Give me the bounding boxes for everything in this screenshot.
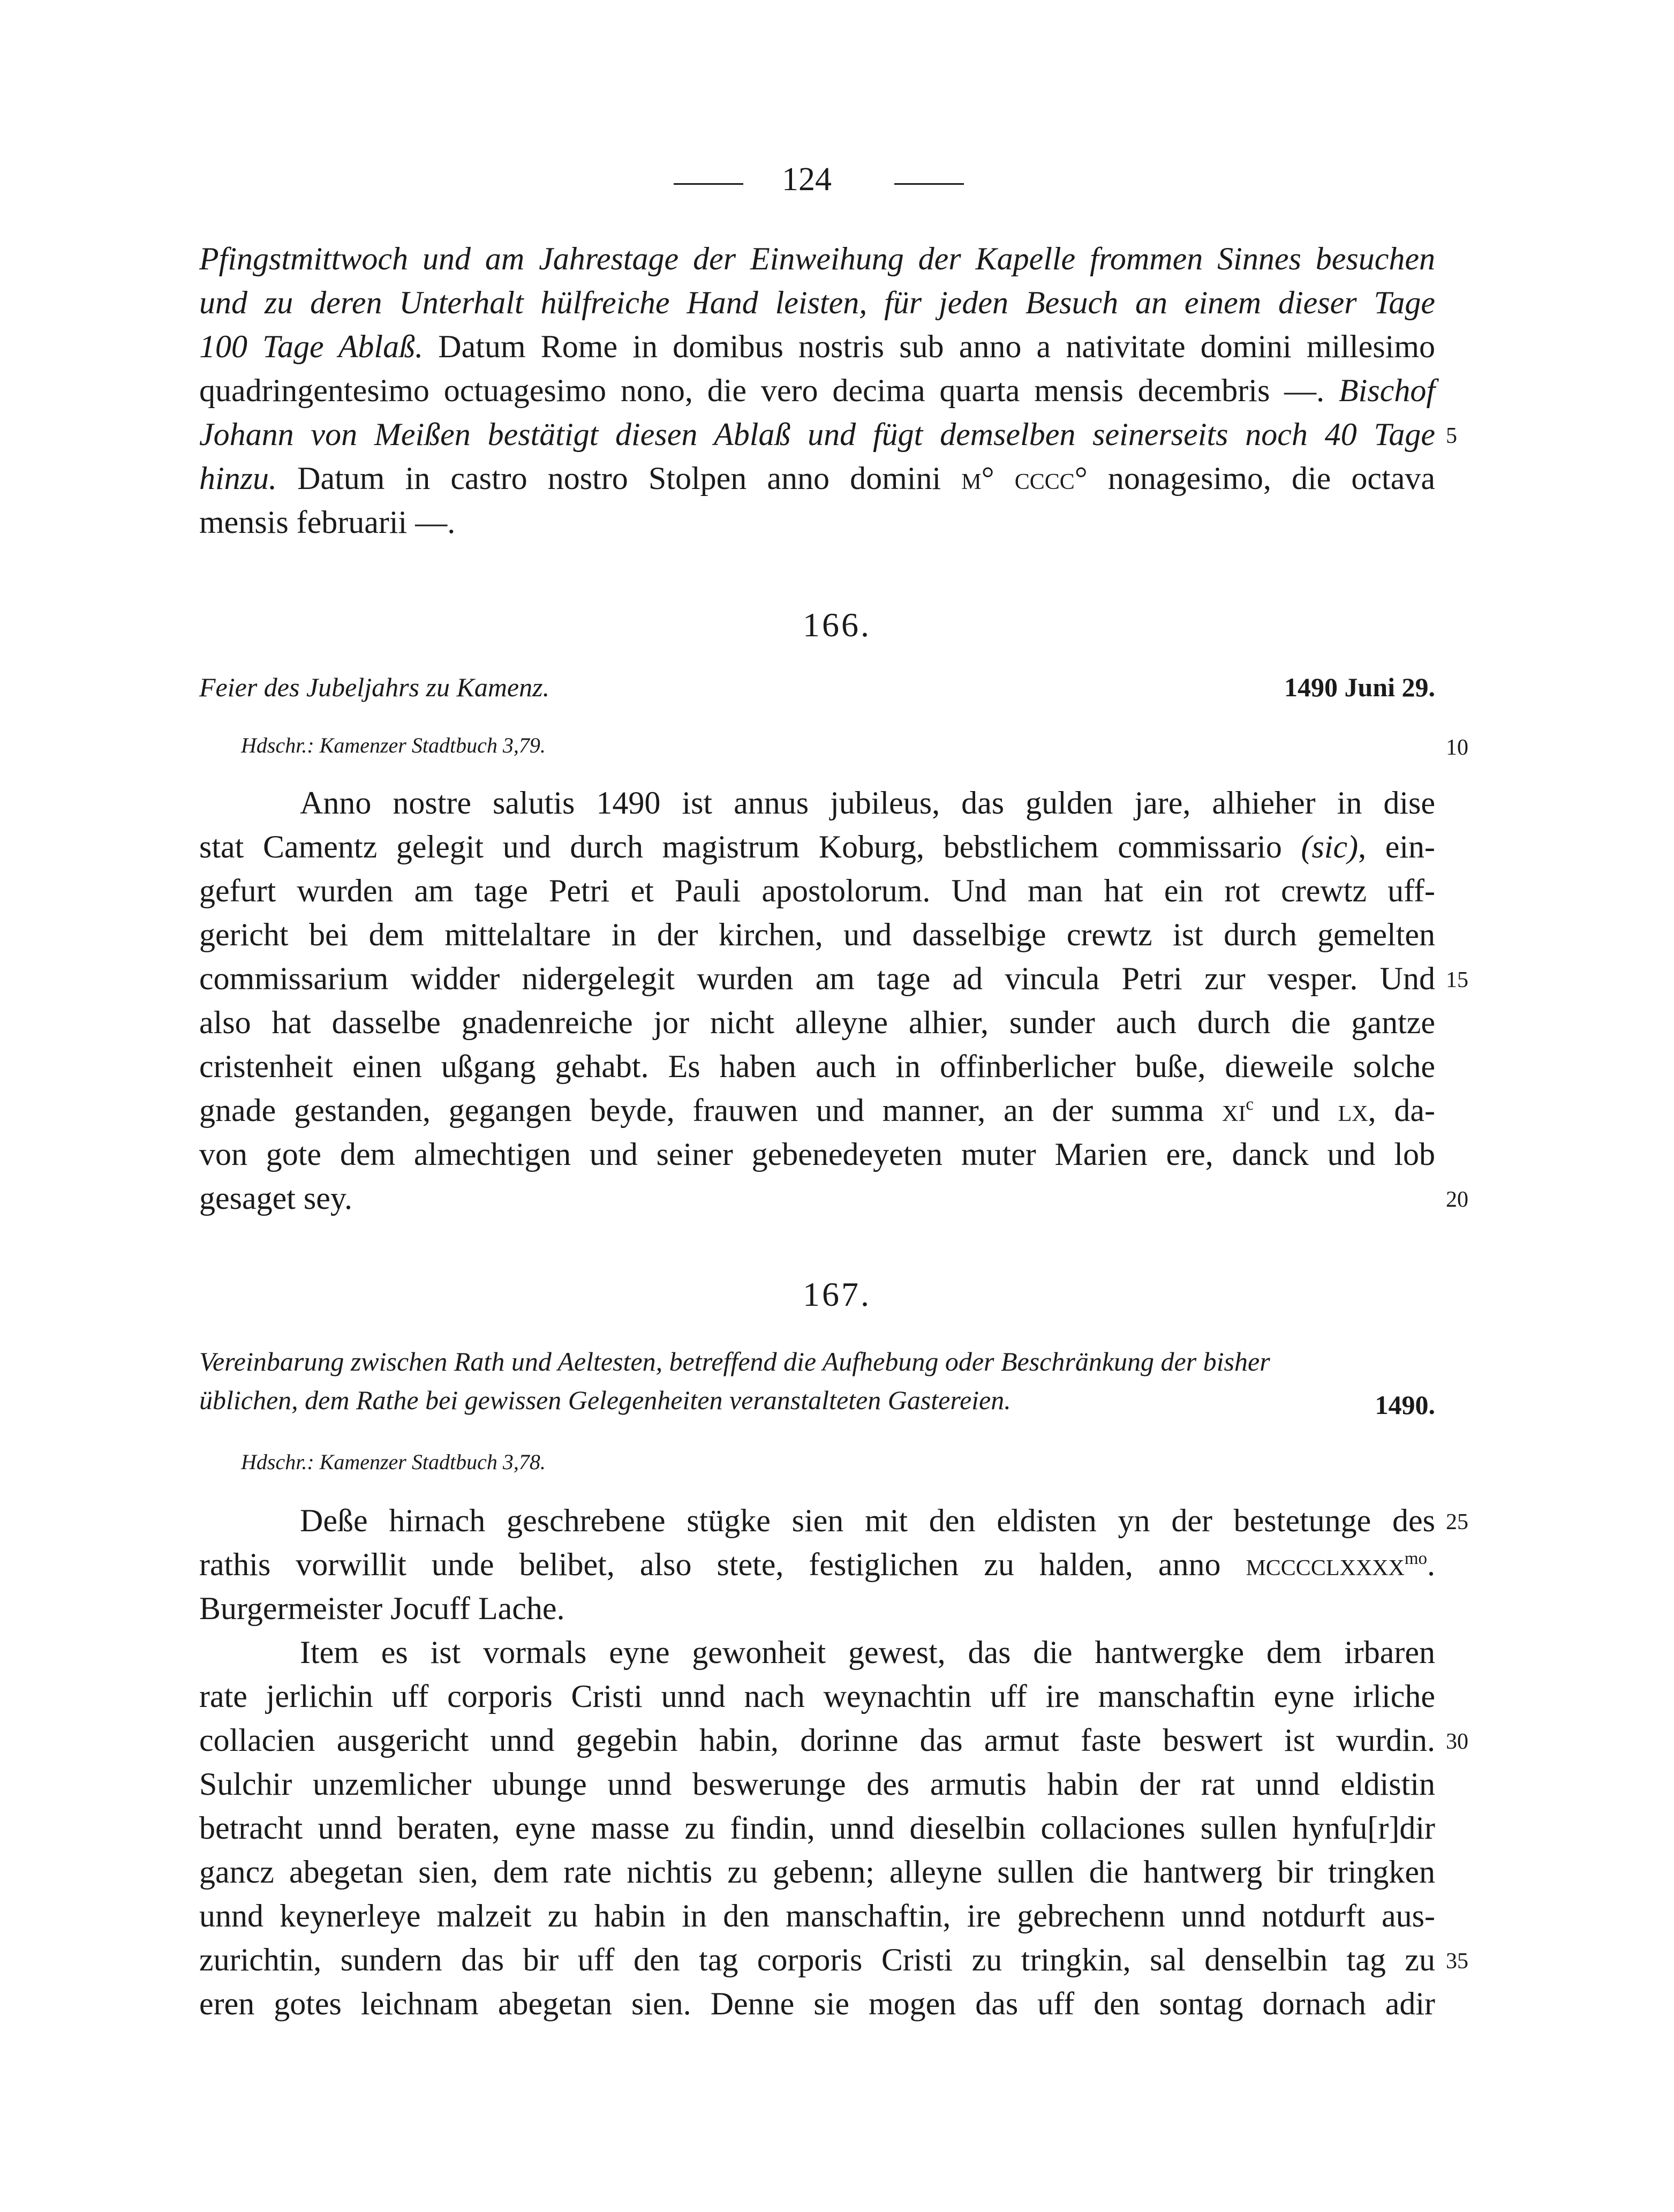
- text-segment: Datum in castro nostro Stolpen anno domini: [277, 461, 962, 496]
- text-line: mensis februarii —.: [199, 505, 456, 540]
- text-line: [199, 1088, 1435, 1132]
- text-line: gefurt wurden am tage Petri et Pauli apostolorum. Und man hat ein rot crewtz uff-: [199, 873, 1435, 908]
- text-line: Johann von Meißen bestätigt diesen Ablaß und fügt demselben seinerseits noch 40 Tage: [199, 417, 1435, 452]
- text-line: Anno nostre salutis 1490 ist annus jubileus, das gulden jare, alhieher in dise: [300, 785, 1435, 821]
- text-line: collacien ausgericht unnd gegebin habin, dorinne das armut faste beswert ist wurdin.: [199, 1722, 1435, 1758]
- text-segment: stat Camentz gelegit und durch magistrum Koburg, bebstlichem commissario: [199, 829, 1301, 864]
- text-line: zurichtin, sundern das bir uff den tag corporis Cristi zu tringkin, sal denselbin tag zu: [199, 1942, 1435, 1977]
- text-line: [199, 325, 1435, 368]
- text-segment: Bischof: [1324, 373, 1435, 408]
- entry-date: 1490 Juni 29.: [1284, 672, 1435, 702]
- entry-number: 167.: [803, 1275, 871, 1313]
- line-number: 5: [1446, 424, 1457, 448]
- line-number: 15: [1446, 968, 1468, 992]
- text-line: gancz abegetan sien, dem rate nichtis zu gebenn; alleyne sullen die hantwerg bir tringken: [199, 1854, 1435, 1890]
- text-segment: Datum Rome in domibus nostris sub anno a nativitate domini millesimo: [423, 329, 1435, 364]
- page-number: 124: [782, 161, 832, 198]
- text-line: Sulchir unzemlicher ubunge unnd beswerunge des armutis habin der rat unnd eldistin: [199, 1766, 1435, 1802]
- text-segment: nonagesimo, die octava: [1087, 461, 1435, 496]
- text-superscript: c: [1246, 1095, 1254, 1114]
- text-segment: rathis vorwillit unde belibet, also stete, festiglichen zu halden, anno: [199, 1547, 1246, 1582]
- text-line: und zu deren Unterhalt hülfreiche Hand leisten, für jeden Besuch an einem dieser Tage: [199, 285, 1435, 320]
- text-line: rate jerlichin uff corporis Cristi unnd nach weynachtin uff ire manschaftin eyne irliche: [199, 1679, 1435, 1714]
- entry-title: üblichen, dem Rathe bei gewissen Gelegenheiten veranstalteten Gastereien.: [199, 1385, 1011, 1415]
- entry-date: 1490.: [1375, 1390, 1435, 1420]
- text-line: Deße hirnach geschrebene stügke sien mit den eldisten yn der bestetunge des: [300, 1503, 1435, 1538]
- text-segment: 100 Tage Ablaß.: [199, 329, 424, 364]
- text-line: [199, 1543, 1435, 1586]
- text-line: gericht bei dem mittelaltare in der kirchen, und dasselbige crewtz ist durch gemelten: [199, 917, 1435, 952]
- text-line: betracht unnd beraten, eyne masse zu findin, unnd dieselbin collaciones sullen hynfu[r]dir: [199, 1810, 1435, 1846]
- text-line: eren gotes leichnam abegetan sien. Denne sie mogen das uff den sontag dornach adir: [199, 1986, 1435, 2021]
- entry-source: Hdschr.: Kamenzer Stadtbuch 3,78.: [241, 1450, 546, 1474]
- text-segment: (sic): [1301, 829, 1359, 864]
- line-number: 30: [1446, 1729, 1468, 1754]
- text-superscript: mo: [1404, 1549, 1427, 1568]
- text-segment: lx: [1338, 1093, 1368, 1128]
- text-segment: gnade gestanden, gegangen beyde, frauwen und manner, an der summa: [199, 1093, 1222, 1128]
- text-line: commissarium widder nidergelegit wurden am tage ad vincula Petri zur vesper. Und: [199, 961, 1435, 996]
- text-line: Pfingstmittwoch und am Jahrestage der Einweihung der Kapelle frommen Sinnes besuchen: [199, 241, 1435, 276]
- text-segment: und: [1253, 1093, 1338, 1128]
- entry-number: 166.: [803, 606, 871, 644]
- text-line: Burgermeister Jocuff Lache.: [199, 1591, 565, 1626]
- line-number: 25: [1446, 1510, 1468, 1534]
- line-number: 20: [1446, 1187, 1468, 1212]
- text-line: von gote dem almechtigen und seiner gebenedeyeten muter Marien ere, danck und lob: [199, 1137, 1435, 1172]
- text-line: cristenheit einen ußgang gehabt. Es haben auch in offinberlicher buße, dieweile solche: [199, 1049, 1435, 1084]
- text-segment: xi: [1221, 1093, 1246, 1128]
- text-line: [199, 456, 1435, 500]
- text-line: unnd keynerleye malzeit zu habin in den manschaftin, ire gebrechenn unnd notdurft aus-: [199, 1898, 1435, 1933]
- header-rule-right: [894, 183, 964, 185]
- text-segment: , da-: [1368, 1093, 1435, 1128]
- text-segment: , ein-: [1358, 829, 1435, 864]
- text-segment: m° cccc°: [961, 461, 1088, 496]
- text-segment: mcccclxxxx: [1246, 1547, 1405, 1582]
- text-segment: .: [1427, 1547, 1435, 1582]
- entry-title: Feier des Jubeljahrs zu Kamenz.: [199, 672, 550, 702]
- line-number: 35: [1446, 1949, 1468, 1974]
- line-number: 10: [1446, 735, 1468, 760]
- text-line: Item es ist vormals eyne gewonheit gewest, das die hantwergke dem irbaren: [300, 1635, 1435, 1670]
- text-line: [199, 368, 1435, 412]
- entry-title: Vereinbarung zwischen Rath und Aeltesten, betreffend die Aufhebung oder Beschränkung der bisher: [199, 1346, 1270, 1376]
- entry-source: Hdschr.: Kamenzer Stadtbuch 3,79.: [241, 733, 546, 757]
- text-line: [199, 825, 1435, 869]
- header-rule-left: [674, 183, 743, 185]
- text-line: gesaget sey.: [199, 1180, 352, 1216]
- text-segment: quadringentesimo octuagesimo nono, die vero decima quarta mensis decembris —.: [199, 373, 1325, 408]
- text-segment: hinzu.: [199, 461, 277, 496]
- text-line: also hat dasselbe gnadenreiche jor nicht alleyne alhier, sunder auch durch die gantze: [199, 1005, 1435, 1040]
